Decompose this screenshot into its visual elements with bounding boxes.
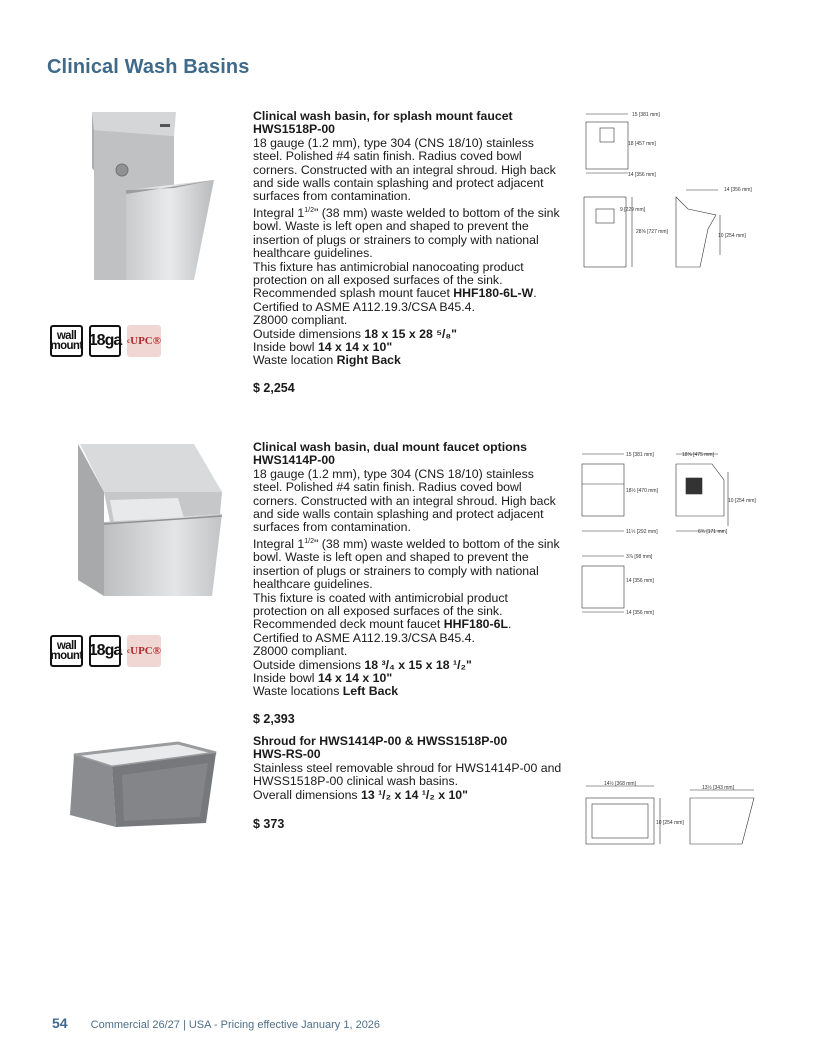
svg-text:14 [356 mm]: 14 [356 mm] — [724, 187, 752, 193]
product-spec: Stainless steel removable shroud for HWS1414P-00 and HWSS1518P-00 clinical wash basins. — [253, 760, 562, 789]
svg-text:14 [356 mm]: 14 [356 mm] — [628, 172, 656, 178]
product-photo-hwss1518p — [86, 108, 226, 288]
product-coating: This fixture is coated with antimicrobial product protection on all exposed surfaces of the sink. — [253, 590, 508, 618]
product-name: Clinical wash basin, for splash mount faucet — [253, 109, 513, 123]
product-outside-dims: Outside dimensions 18 ³/₄ x 15 x 18 ¹/₂" — [253, 657, 472, 672]
gauge-badge: 18ga — [89, 325, 121, 357]
upc-badge: c UPC® — [127, 635, 161, 667]
product-spec: 18 gauge (1.2 mm), type 304 (CNS 18/10) stainless steel. Polished #4 satin finish. Radius coved bowl corners. Constructed with an integral shroud. High back and side walls contain splashing and protect adjacent surfaces from contamination. — [253, 135, 556, 204]
product-name: Clinical wash basin, dual mount faucet options — [253, 440, 527, 454]
product-price-1: $ 2,254 — [253, 381, 295, 395]
dimension-drawing-hwss1518p — [580, 105, 760, 275]
page-number: 54 — [52, 1015, 68, 1031]
product-z8000: Z8000 compliant. — [253, 313, 348, 328]
svg-text:10 [254 mm]: 10 [254 mm] — [728, 498, 756, 504]
page-title: Clinical Wash Basins — [47, 56, 250, 78]
product-spec: 18 gauge (1.2 mm), type 304 (CNS 18/10) stainless steel. Polished #4 satin finish. Radius coved bowl corners. Constructed with an integral shroud. High back and side walls contain splashing and protect adjacent surfaces from contamination. — [253, 466, 556, 535]
product-photo-hws1414p — [74, 440, 230, 602]
svg-text:18½ [470 mm]: 18½ [470 mm] — [626, 488, 658, 494]
product-certified: Certified to ASME A112.19.3/CSA B45.4. — [253, 630, 475, 645]
gauge-badge: 18ga — [89, 635, 121, 667]
product-waste-location: Waste location Right Back — [253, 353, 401, 368]
svg-text:28⅝ [727 mm]: 28⅝ [727 mm] — [636, 229, 668, 235]
svg-text:10 [254 mm]: 10 [254 mm] — [718, 233, 746, 239]
svg-text:15 [381 mm]: 15 [381 mm] — [626, 452, 654, 458]
product-model: HWS-RS-00 — [253, 747, 321, 762]
dimension-drawing-hws-rs — [582, 778, 772, 850]
svg-text:14 [356 mm]: 14 [356 mm] — [626, 578, 654, 584]
product-waste-location: Waste locations Left Back — [253, 684, 399, 699]
svg-text:18⅝ [475 mm]: 18⅝ [475 mm] — [682, 452, 714, 458]
product-z8000: Z8000 compliant. — [253, 644, 348, 659]
product-inside-bowl: Inside bowl 14 x 14 x 10" — [253, 671, 393, 685]
certification-badges — [50, 635, 161, 667]
product-price-3: $ 373 — [253, 817, 285, 831]
product-faucet: Recommended splash mount faucet HHF180-6L-W. — [253, 286, 537, 301]
svg-text:9 [229 mm]: 9 [229 mm] — [620, 207, 646, 213]
product-price-2: $ 2,393 — [253, 712, 295, 726]
page-footer — [52, 1015, 380, 1031]
certification-badges — [50, 325, 161, 357]
product-faucet: Recommended deck mount faucet HHF180-6L. — [253, 617, 512, 632]
svg-text:10 [254 mm]: 10 [254 mm] — [656, 820, 684, 826]
product-description-2 — [253, 441, 563, 699]
product-outside-dims: Outside dimensions 18 x 15 x 28 ⁵/₈" — [253, 326, 457, 341]
product-coating: This fixture has antimicrobial nanocoating product protection on all exposed surfaces of the sink. — [253, 259, 524, 287]
upc-badge: c UPC® — [127, 325, 161, 357]
product-photo-hws-rs — [66, 735, 222, 829]
product-model: HWS1518P-00 — [253, 122, 336, 137]
svg-text:15 [381 mm]: 15 [381 mm] — [632, 112, 660, 118]
product-model: HWS1414P-00 — [253, 453, 336, 468]
svg-text:18 [457 mm]: 18 [457 mm] — [628, 141, 656, 147]
wall-mount-badge: wall mount — [50, 325, 83, 357]
svg-text:14 [356 mm]: 14 [356 mm] — [626, 610, 654, 616]
footer-text: Commercial 26/27 | USA - Pricing effective January 1, 2026 — [90, 1019, 381, 1031]
product-overall-dims: Overall dimensions 13 ¹/₂ x 14 ¹/₂ x 10" — [253, 787, 468, 802]
svg-text:13½ [343 mm]: 13½ [343 mm] — [702, 785, 734, 791]
svg-text:6¾ [171 mm]: 6¾ [171 mm] — [698, 529, 728, 535]
svg-text:14½ [368 mm]: 14½ [368 mm] — [604, 781, 636, 787]
product-name: Shroud for HWS1414P-00 & HWSS1518P-00 — [253, 734, 508, 748]
wall-mount-badge: wall mount — [50, 635, 83, 667]
product-waste-spec: Integral $1^{1/2}$" (38 mm) waste welded to bottom of the sink bowl. Waste is left open and shaped to prevent the insertion of plugs or strainers to comply with national healthcare guidelines. — [253, 205, 560, 261]
product-description-3 — [253, 735, 563, 802]
dimension-drawing-hws1414p — [578, 446, 768, 622]
svg-text:11½ [292 mm]: 11½ [292 mm] — [626, 529, 658, 535]
svg-text:3⅞ [98 mm]: 3⅞ [98 mm] — [626, 554, 653, 560]
product-certified: Certified to ASME A112.19.3/CSA B45.4. — [253, 299, 475, 314]
product-waste-spec: Integral $1^{1/2}$" (38 mm) waste welded to bottom of the sink bowl. Waste is left open and shaped to prevent the insertion of plugs or strainers to comply with national healthcare guidelines. — [253, 536, 560, 592]
product-inside-bowl: Inside bowl 14 x 14 x 10" — [253, 340, 393, 354]
product-description-1 — [253, 110, 563, 368]
